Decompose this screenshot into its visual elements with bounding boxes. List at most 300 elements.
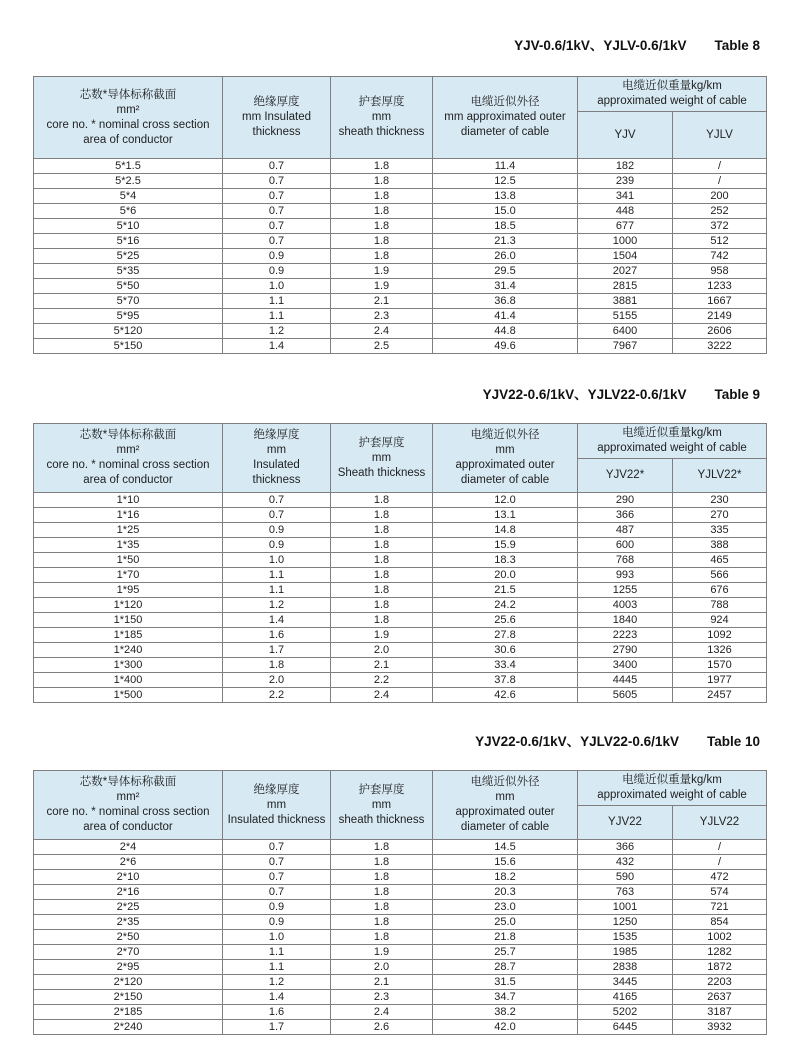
header-insulation-thickness-line: mm Insulated <box>241 111 312 123</box>
table-cell: 472 <box>673 870 767 885</box>
table-row <box>34 975 767 990</box>
table-cell: 3881 <box>578 294 673 309</box>
table-cell: 25.6 <box>433 613 578 628</box>
table10-title <box>33 734 766 750</box>
table-cell: 12.0 <box>433 493 578 508</box>
table-cell: 1*185 <box>34 628 223 643</box>
header-core-cross-section-line: core no. * nominal cross section <box>46 459 210 471</box>
table-cell: 2*6 <box>34 855 223 870</box>
table-cell: 1*35 <box>34 538 223 553</box>
table-cell: 15.9 <box>433 538 578 553</box>
header-insulation-thickness-line: mm <box>266 444 287 456</box>
table-cell: 1.8 <box>223 658 331 673</box>
header-weight-type-1-line: YJLV22* <box>697 469 742 481</box>
table-cell: 6400 <box>578 324 673 339</box>
table-cell: 5*10 <box>34 219 223 234</box>
table-cell: 0.7 <box>223 204 331 219</box>
table-cell: 1.8 <box>331 885 433 900</box>
table-cell: 1.4 <box>223 990 331 1005</box>
table-cell: 1.8 <box>331 568 433 583</box>
table-row <box>34 840 767 855</box>
header-insulation-thickness-line: 绝缘厚度 <box>253 783 300 796</box>
header-core-cross-section-line: 芯数*导体标称截面 <box>79 429 177 441</box>
table-cell: 1.8 <box>331 249 433 264</box>
header-outer-diameter-line: diameter of cable <box>460 126 550 138</box>
table-row <box>34 628 767 643</box>
table-cell: 1326 <box>673 643 767 658</box>
table-cell: 0.7 <box>223 174 331 189</box>
table-row <box>34 945 767 960</box>
table-cell: 2815 <box>578 279 673 294</box>
cable-spec-table-10 <box>33 770 767 1035</box>
table-row <box>34 688 767 703</box>
table-cell: 1.0 <box>223 279 331 294</box>
table-cell: 2.2 <box>331 673 433 688</box>
table-row <box>34 174 767 189</box>
header-sheath-thickness <box>331 77 433 159</box>
header-weight-group-line: approximated weight of cable <box>597 95 747 107</box>
table-cell: 1535 <box>578 930 673 945</box>
table-cell: 1*25 <box>34 523 223 538</box>
table-cell: 590 <box>578 870 673 885</box>
header-outer-diameter-line: mm <box>495 444 515 456</box>
table-cell: 5*95 <box>34 309 223 324</box>
header-insulation-thickness-line: thickness <box>252 474 301 486</box>
table-cell: 512 <box>673 234 767 249</box>
table-cell: 5202 <box>578 1005 673 1020</box>
header-insulation-thickness-line: 绝缘厚度 <box>253 96 300 108</box>
table-row <box>34 324 767 339</box>
table-cell: 1504 <box>578 249 673 264</box>
table-cell: 2.4 <box>331 1005 433 1020</box>
table-cell: 5*16 <box>34 234 223 249</box>
header-weight-group <box>578 771 767 806</box>
table-cell: 958 <box>673 264 767 279</box>
table-cell: 1.8 <box>331 598 433 613</box>
header-outer-diameter-line: approximated outer <box>455 806 555 818</box>
table-cell: 768 <box>578 553 673 568</box>
table9-title <box>33 387 766 403</box>
header-core-cross-section <box>34 424 223 493</box>
table-cell: 270 <box>673 508 767 523</box>
header-core-cross-section-line: area of conductor <box>83 821 173 833</box>
table-row <box>34 855 767 870</box>
table-cell: 1002 <box>673 930 767 945</box>
table-cell: 1.1 <box>223 568 331 583</box>
table-cell: 4445 <box>578 673 673 688</box>
header-weight-type-0-line: YJV <box>614 128 636 141</box>
table-cell: 1570 <box>673 658 767 673</box>
table-cell: 2606 <box>673 324 767 339</box>
header-outer-diameter-line: 电缆近似外径 <box>470 96 540 108</box>
table-cell: 1000 <box>578 234 673 249</box>
header-outer-diameter-line: 电缆近似外径 <box>470 776 540 788</box>
table-cell: 36.8 <box>433 294 578 309</box>
table-cell: 20.3 <box>433 885 578 900</box>
table-cell: 252 <box>673 204 767 219</box>
table-cell: 7967 <box>578 339 673 354</box>
table-cell: 1.0 <box>223 930 331 945</box>
table-cell: 41.4 <box>433 309 578 324</box>
table-cell: 33.4 <box>433 658 578 673</box>
header-sheath-thickness-line: 护套厚度 <box>358 96 405 108</box>
table-cell: 372 <box>673 219 767 234</box>
table-row <box>34 643 767 658</box>
table-cell: 2*95 <box>34 960 223 975</box>
table-cell: 1.8 <box>331 900 433 915</box>
table-cell: 1.8 <box>331 174 433 189</box>
table-cell: 5*120 <box>34 324 223 339</box>
table-cell: 0.7 <box>223 508 331 523</box>
header-weight-type-1-line: YJLV <box>706 128 733 141</box>
table-cell: 0.9 <box>223 249 331 264</box>
table-cell: 6445 <box>578 1020 673 1035</box>
table-cell: / <box>673 174 767 189</box>
table-cell: 44.8 <box>433 324 578 339</box>
header-outer-diameter-line: mm <box>495 791 515 803</box>
table-cell: 1.8 <box>331 930 433 945</box>
header-insulation-thickness <box>223 771 331 840</box>
table-cell: 3445 <box>578 975 673 990</box>
header-sheath-thickness-line: Sheath thickness <box>337 466 426 479</box>
table-cell: 854 <box>673 915 767 930</box>
header-insulation-thickness-line: thickness <box>252 126 301 138</box>
table-cell: 2*35 <box>34 915 223 930</box>
header-insulation-thickness <box>223 77 331 159</box>
table-cell: 1.8 <box>331 840 433 855</box>
table8-number: Table 8 <box>714 38 760 53</box>
table-cell: 3400 <box>578 658 673 673</box>
header-sheath-thickness <box>331 424 433 493</box>
table-cell: 788 <box>673 598 767 613</box>
table-cell: 2.0 <box>331 960 433 975</box>
table-cell: 2.4 <box>331 324 433 339</box>
table-cell: 0.7 <box>223 870 331 885</box>
table-cell: 42.6 <box>433 688 578 703</box>
header-sheath-thickness-line: 护套厚度 <box>358 783 405 796</box>
table-row <box>34 264 767 279</box>
header-weight-type-0 <box>578 112 673 159</box>
table-row <box>34 915 767 930</box>
header-sheath-thickness <box>331 771 433 840</box>
table-cell: 5*150 <box>34 339 223 354</box>
table-cell: 2027 <box>578 264 673 279</box>
table9-number: Table 9 <box>714 387 760 402</box>
header-insulation-thickness-line: Insulated <box>253 459 300 471</box>
table-cell: 5605 <box>578 688 673 703</box>
table-cell: 1.8 <box>331 159 433 174</box>
table-cell: 1*240 <box>34 643 223 658</box>
table-cell: 1.1 <box>223 960 331 975</box>
table9-cable-models: YJV22-0.6/1kV、YJLV22-0.6/1kV <box>482 387 687 402</box>
table-cell: 2.1 <box>331 658 433 673</box>
table8-cable-models: YJV-0.6/1kV、YJLV-0.6/1kV <box>514 38 687 53</box>
table-row <box>34 309 767 324</box>
catalog-page <box>0 38 800 1048</box>
header-core-cross-section-line: mm² <box>116 444 140 456</box>
table-row <box>34 294 767 309</box>
table-row <box>34 508 767 523</box>
table-cell: 2457 <box>673 688 767 703</box>
table-cell: 4165 <box>578 990 673 1005</box>
table-cell: 28.7 <box>433 960 578 975</box>
header-weight-group-line: approximated weight of cable <box>597 789 747 801</box>
header-weight-group-line: 电缆近似重量kg/km <box>622 427 722 439</box>
table-cell: 2*240 <box>34 1020 223 1035</box>
table-row <box>34 1020 767 1035</box>
table-cell: 2.6 <box>331 1020 433 1035</box>
table-cell: 1872 <box>673 960 767 975</box>
table-cell: 1667 <box>673 294 767 309</box>
table-cell: 1.1 <box>223 309 331 324</box>
header-weight-type-1 <box>673 112 767 159</box>
table-cell: 37.8 <box>433 673 578 688</box>
table-cell: 2*150 <box>34 990 223 1005</box>
table-cell: 1.8 <box>331 493 433 508</box>
table-row <box>34 234 767 249</box>
table-row <box>34 583 767 598</box>
table-cell: 0.7 <box>223 493 331 508</box>
table10-section <box>0 734 800 1035</box>
table-row <box>34 159 767 174</box>
table-cell: 2*10 <box>34 870 223 885</box>
table-cell: 0.7 <box>223 219 331 234</box>
header-core-cross-section-line: area of conductor <box>83 133 173 146</box>
table-cell: 1.9 <box>331 628 433 643</box>
table-cell: 1.2 <box>223 975 331 990</box>
table-row <box>34 568 767 583</box>
table-cell: 14.8 <box>433 523 578 538</box>
header-weight-group-line: 电缆近似重量kg/km <box>622 80 722 92</box>
table-cell: 465 <box>673 553 767 568</box>
table-cell: 2.3 <box>331 309 433 324</box>
header-insulation-thickness-line: 绝缘厚度 <box>253 429 300 441</box>
table-cell: 18.5 <box>433 219 578 234</box>
table-cell: 1.8 <box>331 613 433 628</box>
table-cell: 5*6 <box>34 204 223 219</box>
header-weight-type-0 <box>578 459 673 493</box>
table-cell: 1.0 <box>223 553 331 568</box>
table8-title <box>33 38 766 54</box>
header-sheath-thickness-line: sheath thickness <box>338 126 425 138</box>
table-cell: 15.6 <box>433 855 578 870</box>
table-cell: 341 <box>578 189 673 204</box>
table-row <box>34 249 767 264</box>
table-row <box>34 658 767 673</box>
table-cell: 0.7 <box>223 189 331 204</box>
table-row <box>34 930 767 945</box>
table-cell: 21.5 <box>433 583 578 598</box>
table-cell: 366 <box>578 508 673 523</box>
header-weight-group-line: approximated weight of cable <box>597 442 747 454</box>
table-cell: 1282 <box>673 945 767 960</box>
table-cell: 30.6 <box>433 643 578 658</box>
table-cell: 448 <box>578 204 673 219</box>
table-cell: 25.0 <box>433 915 578 930</box>
table-cell: 29.5 <box>433 264 578 279</box>
table-cell: 1.8 <box>331 508 433 523</box>
table-cell: 1*150 <box>34 613 223 628</box>
header-core-cross-section-line: core no. * nominal cross section <box>46 806 210 818</box>
table-cell: 2*4 <box>34 840 223 855</box>
header-sheath-thickness-line: mm <box>371 451 392 464</box>
table-row <box>34 553 767 568</box>
table-cell: 566 <box>673 568 767 583</box>
table-cell: 5*1.5 <box>34 159 223 174</box>
table-cell: 14.5 <box>433 840 578 855</box>
table-cell: 0.7 <box>223 840 331 855</box>
table-cell: 1.8 <box>331 189 433 204</box>
table10-cable-models: YJV22-0.6/1kV、YJLV22-0.6/1kV <box>475 734 679 749</box>
table-cell: 5*50 <box>34 279 223 294</box>
table-cell: 742 <box>673 249 767 264</box>
table9-section <box>0 387 800 703</box>
table-cell: 432 <box>578 855 673 870</box>
table-cell: 2*25 <box>34 900 223 915</box>
table-cell: 1255 <box>578 583 673 598</box>
table-cell: 1*16 <box>34 508 223 523</box>
table-cell: 1.8 <box>331 583 433 598</box>
table-cell: 1.4 <box>223 339 331 354</box>
table-cell: 1.1 <box>223 583 331 598</box>
table-cell: 11.4 <box>433 159 578 174</box>
table-cell: 0.9 <box>223 264 331 279</box>
table-cell: 1.9 <box>331 945 433 960</box>
table-cell: 1.2 <box>223 598 331 613</box>
table-cell: / <box>673 159 767 174</box>
table-cell: 1250 <box>578 915 673 930</box>
header-core-cross-section <box>34 771 223 840</box>
table-cell: 763 <box>578 885 673 900</box>
table-row <box>34 523 767 538</box>
table-cell: 49.6 <box>433 339 578 354</box>
table-cell: 5*25 <box>34 249 223 264</box>
header-core-cross-section-line: core no. * nominal cross section <box>46 118 210 131</box>
table-row <box>34 613 767 628</box>
header-weight-type-0-line: YJV22 <box>608 816 642 828</box>
table-cell: 18.2 <box>433 870 578 885</box>
table-cell: 924 <box>673 613 767 628</box>
header-core-cross-section-line: mm² <box>116 791 140 803</box>
table-cell: 0.9 <box>223 900 331 915</box>
header-sheath-thickness-line: 护套厚度 <box>358 436 405 449</box>
table-cell: / <box>673 840 767 855</box>
table-cell: 1*300 <box>34 658 223 673</box>
header-core-cross-section <box>34 77 223 159</box>
table-cell: 5155 <box>578 309 673 324</box>
header-insulation-thickness-line: Insulated thickness <box>227 813 326 826</box>
table-cell: 2*120 <box>34 975 223 990</box>
header-weight-group <box>578 77 767 112</box>
table-cell: 1*500 <box>34 688 223 703</box>
table-cell: 1985 <box>578 945 673 960</box>
table-cell: 1.9 <box>331 264 433 279</box>
table-cell: 42.0 <box>433 1020 578 1035</box>
cable-spec-table-9 <box>33 423 767 703</box>
table-cell: 230 <box>673 493 767 508</box>
table-cell: 1.8 <box>331 219 433 234</box>
table-cell: 21.8 <box>433 930 578 945</box>
table-cell: 0.7 <box>223 234 331 249</box>
table-cell: 2.1 <box>331 294 433 309</box>
table-cell: 1.2 <box>223 324 331 339</box>
table-row <box>34 339 767 354</box>
table-cell: 487 <box>578 523 673 538</box>
table-cell: 0.7 <box>223 159 331 174</box>
table-cell: 2149 <box>673 309 767 324</box>
table-cell: 5*35 <box>34 264 223 279</box>
table-cell: 993 <box>578 568 673 583</box>
table-cell: 1.4 <box>223 613 331 628</box>
table-cell: 25.7 <box>433 945 578 960</box>
table-row <box>34 673 767 688</box>
table-cell: 388 <box>673 538 767 553</box>
table-cell: 574 <box>673 885 767 900</box>
table-cell: 1233 <box>673 279 767 294</box>
table-row <box>34 538 767 553</box>
table-cell: 4003 <box>578 598 673 613</box>
table-cell: 1.8 <box>331 553 433 568</box>
table-cell: 2*50 <box>34 930 223 945</box>
table-cell: 676 <box>673 583 767 598</box>
table-cell: 2.0 <box>223 673 331 688</box>
table-cell: 2.3 <box>331 990 433 1005</box>
table-cell: 1.6 <box>223 628 331 643</box>
table-cell: 26.0 <box>433 249 578 264</box>
table-cell: 2203 <box>673 975 767 990</box>
table-cell: 1.8 <box>331 915 433 930</box>
table-row <box>34 493 767 508</box>
table-row <box>34 1005 767 1020</box>
table-cell: 38.2 <box>433 1005 578 1020</box>
table-cell: 24.2 <box>433 598 578 613</box>
table-cell: 1.8 <box>331 523 433 538</box>
header-sheath-thickness-line: mm <box>371 798 392 811</box>
header-weight-type-1 <box>673 459 767 493</box>
table-row <box>34 870 767 885</box>
table-cell: 1*120 <box>34 598 223 613</box>
table-cell: 1.8 <box>331 234 433 249</box>
table-cell: 1.8 <box>331 538 433 553</box>
table-cell: 2*185 <box>34 1005 223 1020</box>
table-row <box>34 885 767 900</box>
table-cell: 2*16 <box>34 885 223 900</box>
table-cell: 15.0 <box>433 204 578 219</box>
header-core-cross-section-line: area of conductor <box>83 474 173 486</box>
table-row <box>34 990 767 1005</box>
table8-section <box>0 38 800 354</box>
table-cell: 600 <box>578 538 673 553</box>
table-cell: 290 <box>578 493 673 508</box>
table-cell: 1.1 <box>223 945 331 960</box>
table-cell: 1.7 <box>223 643 331 658</box>
table-cell: 0.9 <box>223 915 331 930</box>
table-cell: 200 <box>673 189 767 204</box>
header-insulation-thickness-line: mm <box>266 798 287 811</box>
table-cell: 1*10 <box>34 493 223 508</box>
header-weight-type-0 <box>578 806 673 840</box>
table-row <box>34 900 767 915</box>
table-cell: 1840 <box>578 613 673 628</box>
header-core-cross-section-line: 芯数*导体标称截面 <box>79 88 177 101</box>
table-cell: 13.8 <box>433 189 578 204</box>
cable-spec-table-8 <box>33 76 767 354</box>
table-cell: 1.7 <box>223 1020 331 1035</box>
table-cell: 1.8 <box>331 855 433 870</box>
header-outer-diameter-line: diameter of cable <box>460 474 550 486</box>
table-cell: 1.9 <box>331 279 433 294</box>
table-cell: 2790 <box>578 643 673 658</box>
